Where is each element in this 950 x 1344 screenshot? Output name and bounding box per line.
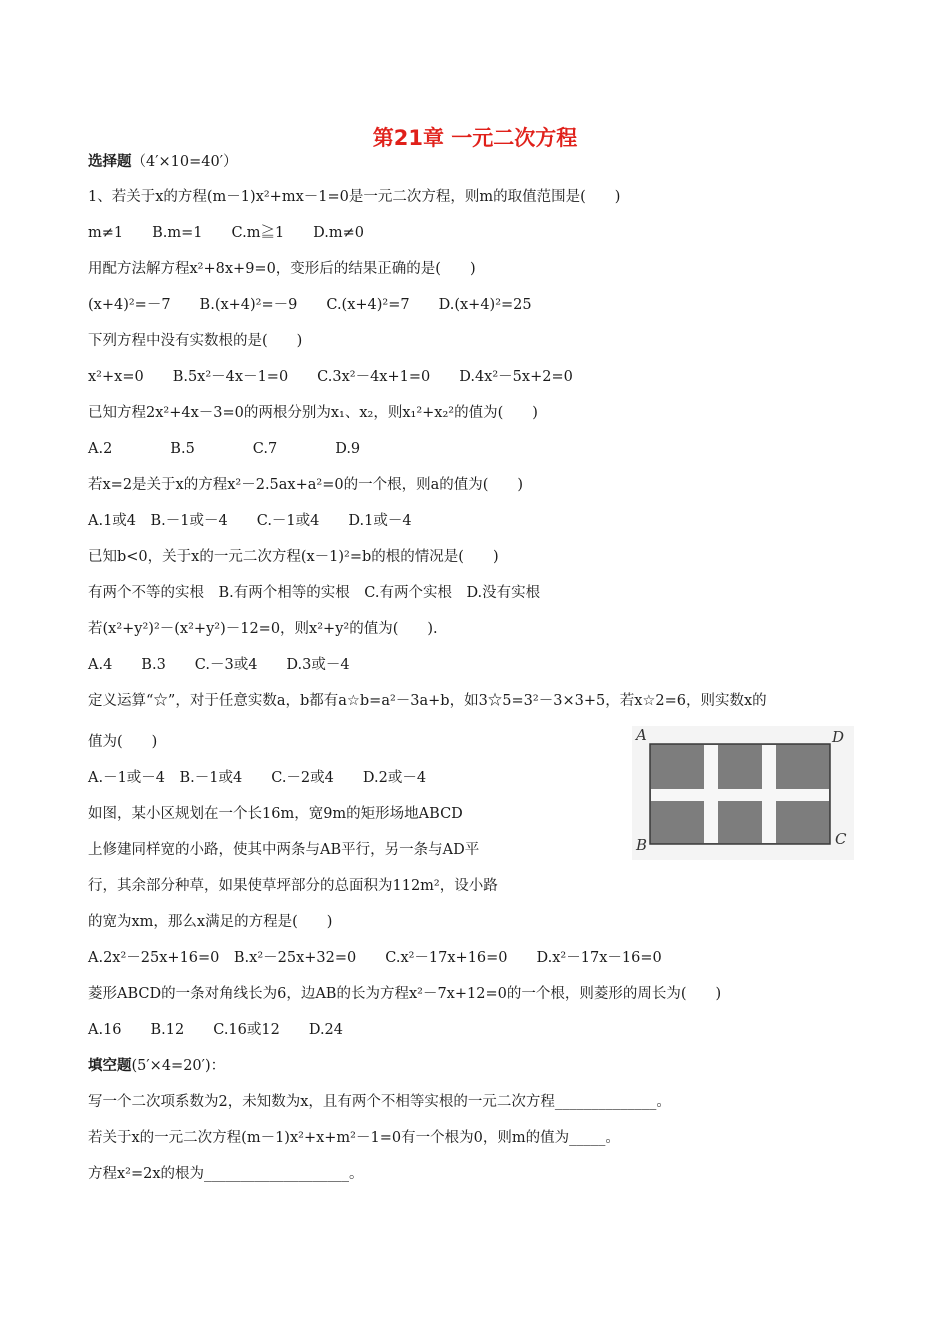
page-title: 第21章 一元二次方程 [372,126,578,150]
vertex-label-c: C [835,830,847,848]
fill-question-line: 若关于x的一元二次方程(m－1)x²+x+m²－1=0有一个根为0，则m的值为_____。 [88,1130,620,1146]
section-heading-choice [88,152,238,172]
option-line: A.－1或－4 B.－1或4 C.－2或4 D.2或－4 [88,770,427,786]
section-score: (5′×4=20′)： [131,1058,226,1074]
section-heading-fill [88,1056,225,1076]
vertex-label-b: B [636,836,648,854]
option-line: A.16 B.12 C.16或12 D.24 [88,1022,344,1038]
question-line: 若x=2是关于x的方程x²－2.5ax+a²=0的一个根，则a的值为( ) [88,477,524,493]
question-line: 已知b<0，关于x的一元二次方程(x－1)²=b的根的情况是( ) [88,549,499,565]
option-line: A.2x²－25x+16=0 B.x²－25x+32=0 C.x²－17x+16=0 D.x²－17x－16=0 [88,950,662,966]
option-line: x²+x=0 B.5x²－4x－1=0 C.3x²－4x+1=0 D.4x²－5x+2=0 [88,369,573,385]
fill-question-line: 写一个二次项系数为2，未知数为x，且有两个不相等实根的一元二次方程______________。 [88,1094,671,1110]
question-line: 已知方程2x²+4x－3=0的两根分别为x₁、x₂，则x₁²+x₂²的值为( ) [88,405,538,421]
rectangle-field-figure [632,726,854,860]
section-heading-label: 选择题 [88,154,132,170]
question-line: 上修建同样宽的小路，使其中两条与AB平行，另一条与AD平 [88,842,480,858]
option-line: A.2 B.5 C.7 D.9 [88,441,361,457]
option-line: A.4 B.3 C.－3或4 D.3或－4 [88,657,350,673]
question-line: 的宽为xm，那么x满足的方程是( ) [88,914,333,930]
question-line: 下列方程中没有实数根的是( ) [88,333,303,349]
section-heading-label: 填空题 [88,1058,132,1074]
question-line: 行，其余部分种草，如果使草坪部分的总面积为112m²，设小路 [88,878,498,894]
question-line: 定义运算“☆”，对于任意实数a，b都有a☆b=a²－3a+b，如3☆5=3²－3×3+5，若x☆2=6，则实数x的 [88,693,767,709]
vertex-label-a: A [636,726,647,744]
question-line: 若(x²+y²)²－(x²+y²)－12=0，则x²+y²的值为( ). [88,621,438,637]
option-line: 有两个不等的实根 B.有两个相等的实根 C.有两个实根 D.没有实根 [88,585,541,601]
question-line: 1、若关于x的方程(m－1)x²+mx－1=0是一元二次方程，则m的取值范围是( ) [88,189,621,205]
question-line: 用配方法解方程x²+8x+9=0，变形后的结果正确的是( ) [88,261,476,277]
question-line: 值为( ) [88,734,158,750]
section-score: （4′×10=40′） [131,154,238,170]
option-line: A.1或4 B.－1或－4 C.－1或4 D.1或－4 [88,513,412,529]
question-line: 如图，某小区规划在一个长16m，宽9m的矩形场地ABCD [88,806,463,822]
option-line: m≠1 B.m=1 C.m≧1 D.m≠0 [88,225,365,241]
vertex-label-d: D [832,728,845,746]
option-line: (x+4)²=－7 B.(x+4)²=－9 C.(x+4)²=7 D.(x+4)²=25 [88,297,532,313]
fill-question-line: 方程x²=2x的根为____________________。 [88,1166,364,1182]
question-line: 菱形ABCD的一条对角线长为6，边AB的长为方程x²－7x+12=0的一个根，则菱形的周长为( ) [88,986,722,1002]
